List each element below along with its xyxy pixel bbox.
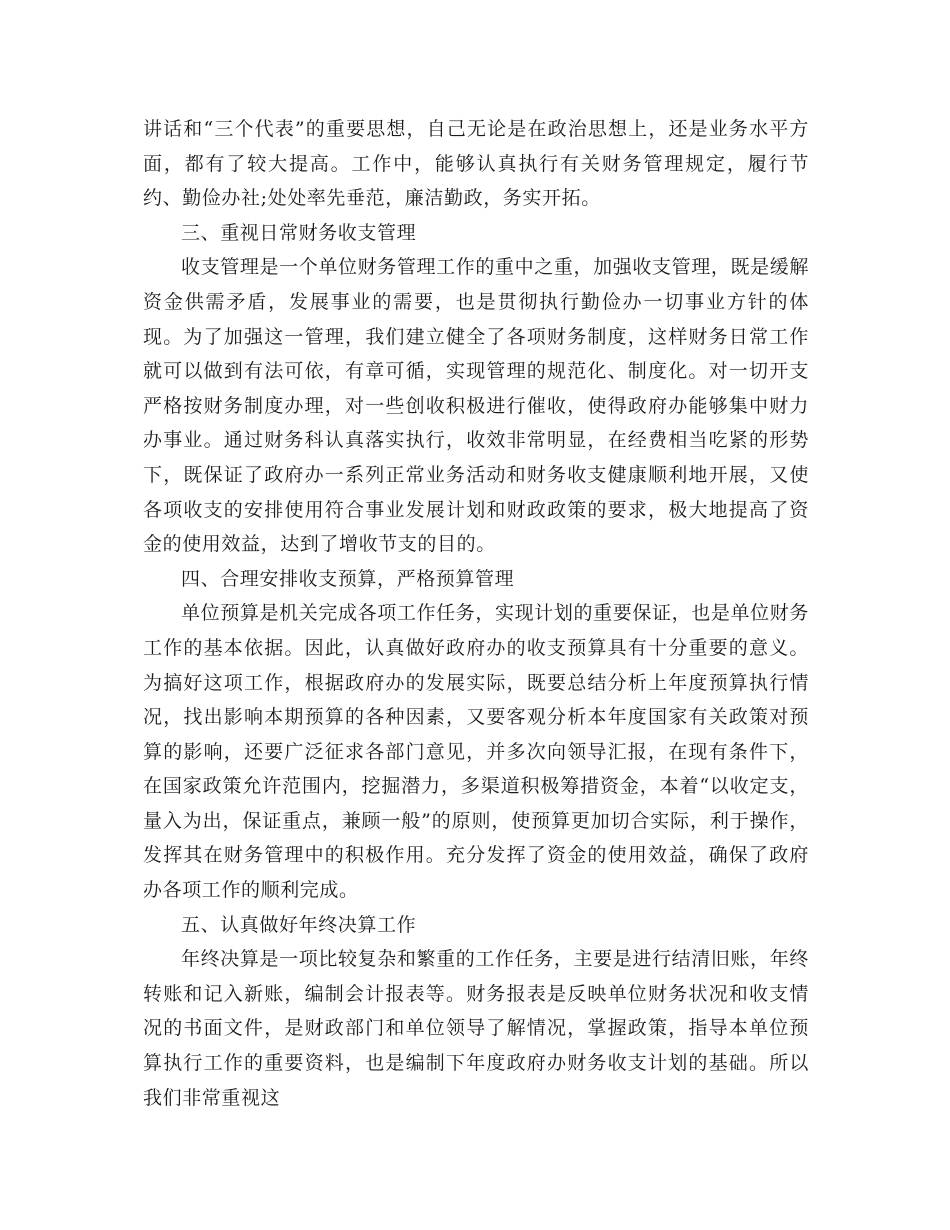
section-heading-5: 五、认真做好年终决算工作	[181, 913, 417, 936]
paragraph-final-accounts: 年终决算是一项比较复杂和繁重的工作任务，主要是进行结清旧账，年终转账和记入新账，编制会计报表等。财务报表是反映单位财务状况和收支情况的书面文件，是财政部门和单位领导了解情况，掌握政策，指导本单位预算执行工作的重要资料，也是编制下年度政府办财务收支计划的基础。所以我们非常重视这	[143, 948, 809, 1109]
section-heading-3: 三、重视日常财务收支管理	[181, 221, 417, 244]
paragraph-continuation: 讲话和“三个代表”的重要思想，自己无论是在政治思想上，还是业务水平方面，都有了较大提高。工作中，能够认真执行有关财务管理规定，履行节约、勤俭办社;处处率先垂范，廉洁勤政，务实开拓。	[143, 118, 809, 210]
paragraph-budget: 单位预算是机关完成各项工作任务，实现计划的重要保证，也是单位财务工作的基本依据。因此，认真做好政府办的收支预算具有十分重要的意义。为搞好这项工作，根据政府办的发展实际，既要总结分析上年度预算执行情况，找出影响本期预算的各种因素，又要客观分析本年度国家有关政策对预算的影响，还要广泛征求各部门意见，并多次向领导汇报，在现有条件下，在国家政策允许范围内，挖掘潜力，多渠道积极筹措资金，本着“以收定支，量入为出，保证重点，兼顾一般”的原则，使预算更加切合实际，利于操作，发挥其在财务管理中的积极作用。充分发挥了资金的使用效益，确保了政府办各项工作的顺利完成。	[143, 602, 809, 902]
section-heading-4: 四、合理安排收支预算，严格预算管理	[181, 567, 515, 590]
paragraph-income-expense: 收支管理是一个单位财务管理工作的重中之重，加强收支管理，既是缓解资金供需矛盾，发展事业的需要，也是贯彻执行勤俭办一切事业方针的体现。为了加强这一管理，我们建立健全了各项财务制度，这样财务日常工作就可以做到有法可依，有章可循，实现管理的规范化、制度化。对一切开支严格按财务制度办理，对一些创收积极进行催收，使得政府办能够集中财力办事业。通过财务科认真落实执行，收效非常明显，在经费相当吃紧的形势下，既保证了政府办一系列正常业务活动和财务收支健康顺利地开展，又使各项收支的安排使用符合事业发展计划和财政政策的要求，极大地提高了资金的使用效益，达到了增收节支的目的。	[143, 256, 809, 556]
document-body	[143, 112, 809, 1115]
